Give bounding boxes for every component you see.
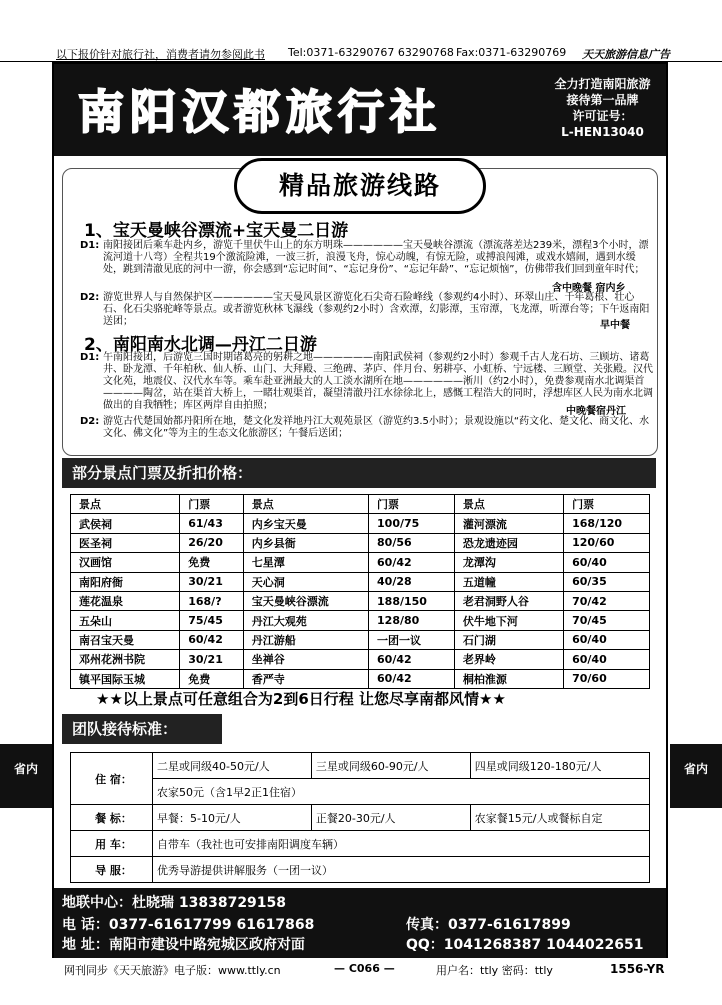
route1-day1-meals: 含中晚餐 宿内乡 bbox=[552, 283, 626, 294]
footer-site: 网刊同步《天天旅游》电子版：www.ttly.cn bbox=[64, 964, 281, 977]
cell: 168/120 bbox=[564, 514, 650, 533]
cell: 168/? bbox=[180, 591, 244, 610]
cell: 老界岭 bbox=[454, 650, 563, 669]
day-text: 游览世界人与自然保护区——————宝天曼风景区游览化石尖奇石险峰线（参观约4小时）、环翠山庄、千年葛根、壮心石、化石尖骆驼峰等景点。或者游览秋林飞瀑线（参观约2小时）含欢潭，幻影潭，玉帘潭，飞龙潭，听潭台等；下午返南阳送团； bbox=[103, 292, 650, 327]
col-header: 景点 bbox=[454, 495, 563, 514]
license-label: 许可证号： bbox=[572, 109, 633, 123]
footer-login: 用户名：ttly 密码：ttly bbox=[436, 964, 553, 977]
routes-banner: 精品旅游线路 bbox=[234, 158, 486, 214]
cell: 内乡县衙 bbox=[243, 533, 368, 552]
day-label: D1: bbox=[80, 352, 100, 363]
cell: 60/42 bbox=[369, 669, 455, 688]
cell: 60/42 bbox=[369, 553, 455, 572]
cell: 七星潭 bbox=[243, 553, 368, 572]
side-tab-right: 省内 bbox=[670, 744, 722, 808]
cell: 恐龙遗迹园 bbox=[454, 533, 563, 552]
col-header: 门票 bbox=[369, 495, 455, 514]
cell: 61/43 bbox=[180, 514, 244, 533]
cell: 60/42 bbox=[369, 650, 455, 669]
tickets-table bbox=[70, 494, 650, 689]
contact-tel: 电 话：0377-61617799 61617868 bbox=[62, 917, 315, 933]
table-row bbox=[71, 553, 650, 572]
cell: 70/45 bbox=[564, 611, 650, 630]
cell: 75/45 bbox=[180, 611, 244, 630]
cell: 南召宝天曼 bbox=[71, 630, 180, 649]
col-header: 景点 bbox=[71, 495, 180, 514]
cell: 自带车（我社也可安排南阳调度车辆） bbox=[153, 831, 650, 857]
cell: 武侯祠 bbox=[71, 514, 180, 533]
table-row bbox=[71, 669, 650, 688]
slogan bbox=[540, 76, 665, 140]
cell: 40/28 bbox=[369, 572, 455, 591]
cell: 26/20 bbox=[180, 533, 244, 552]
col-header: 门票 bbox=[180, 495, 244, 514]
cell: 一团一议 bbox=[369, 630, 455, 649]
top-info-bar bbox=[0, 44, 722, 62]
contact-qq: QQ：1041268387 1044022651 bbox=[406, 937, 644, 953]
day-text: 游览古代楚国始都丹阳所在地，楚文化发祥地丹江大观苑景区（游览约3.5小时）；景观设施以“药文化、楚文化、商文化、水文化、佛文化”等为主的生态文化旅游区；午餐后送团； bbox=[103, 416, 650, 439]
standards-table bbox=[70, 752, 650, 883]
brand: 天天旅游信息广告 bbox=[582, 48, 670, 61]
tel: Tel:0371-63290767 63290768 bbox=[288, 46, 454, 59]
cell: 桐柏淮源 bbox=[454, 669, 563, 688]
route1-day1 bbox=[80, 240, 654, 276]
table-row bbox=[71, 514, 650, 533]
cell: 天心洞 bbox=[243, 572, 368, 591]
contact-address: 地 址：南阳市建设中路宛城区政府对面 bbox=[62, 937, 305, 953]
meal-label: 餐 标： bbox=[71, 805, 153, 831]
cell: 农家50元（含1早2正1住宿） bbox=[153, 779, 650, 805]
tickets-heading: 部分景点门票及折扣价格： bbox=[62, 458, 656, 488]
slogan-line-2: 接待第一品牌 bbox=[566, 93, 639, 107]
route2-day2 bbox=[80, 416, 654, 440]
table-row bbox=[71, 591, 650, 610]
agency-title: 南阳汉都旅行社 bbox=[78, 85, 442, 139]
footer-page: — C066 — bbox=[334, 962, 395, 975]
slogan-line-1: 全力打造南阳旅游 bbox=[554, 77, 651, 91]
cell: 农家餐15元/人或餐标自定 bbox=[470, 805, 649, 831]
cell: 邓州花洲书院 bbox=[71, 650, 180, 669]
cell: 80/56 bbox=[369, 533, 455, 552]
cell: 188/150 bbox=[369, 591, 455, 610]
cell: 70/60 bbox=[564, 669, 650, 688]
side-tab-left: 省内 bbox=[0, 744, 52, 808]
cell: 60/40 bbox=[564, 630, 650, 649]
promo-line: ★★以上景点可任意组合为2到6日行程 让您尽享南都风情★★ bbox=[96, 690, 506, 708]
cell: 60/40 bbox=[564, 553, 650, 572]
footer-code: 1556-YR bbox=[610, 962, 665, 976]
table-row bbox=[71, 805, 650, 831]
route1-title: 1、宝天曼峡谷漂流+宝天曼二日游 bbox=[84, 221, 349, 241]
cell: 龙潭沟 bbox=[454, 553, 563, 572]
cell: 免费 bbox=[180, 553, 244, 572]
table-row bbox=[71, 831, 650, 857]
notice: 以下报价针对旅行社，消费者请勿参阅此书 bbox=[56, 48, 265, 61]
route1-day2 bbox=[80, 292, 654, 328]
route2-day1-meals: 中晚餐宿丹江 bbox=[566, 406, 626, 417]
cell: 60/42 bbox=[180, 630, 244, 649]
cell: 内乡宝天曼 bbox=[243, 514, 368, 533]
cell: 三星或同级60-90元/人 bbox=[311, 753, 470, 779]
lodging-label: 住 宿： bbox=[71, 753, 153, 805]
contact-center: 地联中心：杜晓瑞 13838729158 bbox=[62, 895, 287, 911]
day-label: D2: bbox=[80, 292, 100, 303]
cell: 宝天曼峡谷漂流 bbox=[243, 591, 368, 610]
cell: 石门湖 bbox=[454, 630, 563, 649]
cell: 128/80 bbox=[369, 611, 455, 630]
standards-heading: 团队接待标准： bbox=[62, 714, 222, 744]
cell: 伏牛地下河 bbox=[454, 611, 563, 630]
cell: 镇平国际玉城 bbox=[71, 669, 180, 688]
col-header: 门票 bbox=[564, 495, 650, 514]
day-label: D1: bbox=[80, 240, 100, 251]
cell: 五道幢 bbox=[454, 572, 563, 591]
cell: 70/42 bbox=[564, 591, 650, 610]
col-header: 景点 bbox=[243, 495, 368, 514]
cell: 汉画馆 bbox=[71, 553, 180, 572]
guide-label: 导 服： bbox=[71, 857, 153, 883]
contact-bar bbox=[54, 888, 666, 958]
route2-title: 2、南阳南水北调—丹江二日游 bbox=[84, 335, 317, 355]
day-text: 午南阳接团，后游览三国时期诸葛亮的躬耕之地——————南阳武侯祠（参观约2小时）参观千古人龙石坊、三顾坊、诸葛井、卧龙潭、千年柏秋、仙人桥、山门、大拜殿、三绝碑、茅庐、伴月台、躬耕亭、小虹桥、宁远楼、三顾堂、关张殿。汉代文化苑，地震仪、汉代水车等。乘车赴亚洲最大的人工淡水湖所在地——————淅川（约2小时），免费参观南水北调渠首————陶岔，站在渠首大桥上，一睹壮观渠首，凝望清澈丹江水徐徐北上，感慨工程浩大的同时，浮想库区人民为南水北调做出的自我牺牲；库区两岸自由拍照； bbox=[103, 352, 653, 411]
table-row bbox=[71, 779, 650, 805]
cell: 60/35 bbox=[564, 572, 650, 591]
table-header-row bbox=[71, 495, 650, 514]
table-row bbox=[71, 630, 650, 649]
cell: 早餐：5-10元/人 bbox=[153, 805, 312, 831]
table-row bbox=[71, 533, 650, 552]
fax: Fax:0371-63290769 bbox=[456, 46, 567, 59]
cell: 丹江大观苑 bbox=[243, 611, 368, 630]
cell: 30/21 bbox=[180, 650, 244, 669]
day-label: D2: bbox=[80, 416, 100, 427]
cell: 120/60 bbox=[564, 533, 650, 552]
table-row bbox=[71, 857, 650, 883]
table-row bbox=[71, 753, 650, 779]
contact-fax: 传真：0377-61617899 bbox=[406, 917, 571, 933]
cell: 南阳府衙 bbox=[71, 572, 180, 591]
cell: 坐禅谷 bbox=[243, 650, 368, 669]
cell: 老君洞野人谷 bbox=[454, 591, 563, 610]
cell: 正餐20-30元/人 bbox=[311, 805, 470, 831]
cell: 五朵山 bbox=[71, 611, 180, 630]
cell: 100/75 bbox=[369, 514, 455, 533]
car-label: 用 车： bbox=[71, 831, 153, 857]
table-row bbox=[71, 611, 650, 630]
cell: 30/21 bbox=[180, 572, 244, 591]
cell: 四星或同级120-180元/人 bbox=[470, 753, 649, 779]
license-number: L-HEN13040 bbox=[561, 125, 644, 139]
cell: 灌河漂流 bbox=[454, 514, 563, 533]
cell: 丹江游船 bbox=[243, 630, 368, 649]
cell: 二星或同级40-50元/人 bbox=[153, 753, 312, 779]
table-row bbox=[71, 572, 650, 591]
cell: 免费 bbox=[180, 669, 244, 688]
cell: 优秀导游提供讲解服务（一团一议） bbox=[153, 857, 650, 883]
cell: 60/40 bbox=[564, 650, 650, 669]
cell: 香严寺 bbox=[243, 669, 368, 688]
cell: 莲花温泉 bbox=[71, 591, 180, 610]
cell: 医圣祠 bbox=[71, 533, 180, 552]
route1-day2-meals: 早中餐 bbox=[600, 320, 630, 331]
table-row bbox=[71, 650, 650, 669]
day-text: 南阳接团后乘车赴内乡，游览千里伏牛山上的东方明珠——————宝天曼峡谷漂流（漂流落差达239米，漂程3个小时，漂流河道十八弯）全程共19个激流险滩，一波三折，浪漫飞舟，惊心动魄，有惊无险，或搏浪闯滩，或戏水嬉闹，遇到水缓处，跳到清澈见底的河中一游，你会感到“忘记时间”、“忘记身份”、“忘记年龄”、“忘记烦恼”，仿佛带我们回到童年时代； bbox=[103, 240, 649, 275]
